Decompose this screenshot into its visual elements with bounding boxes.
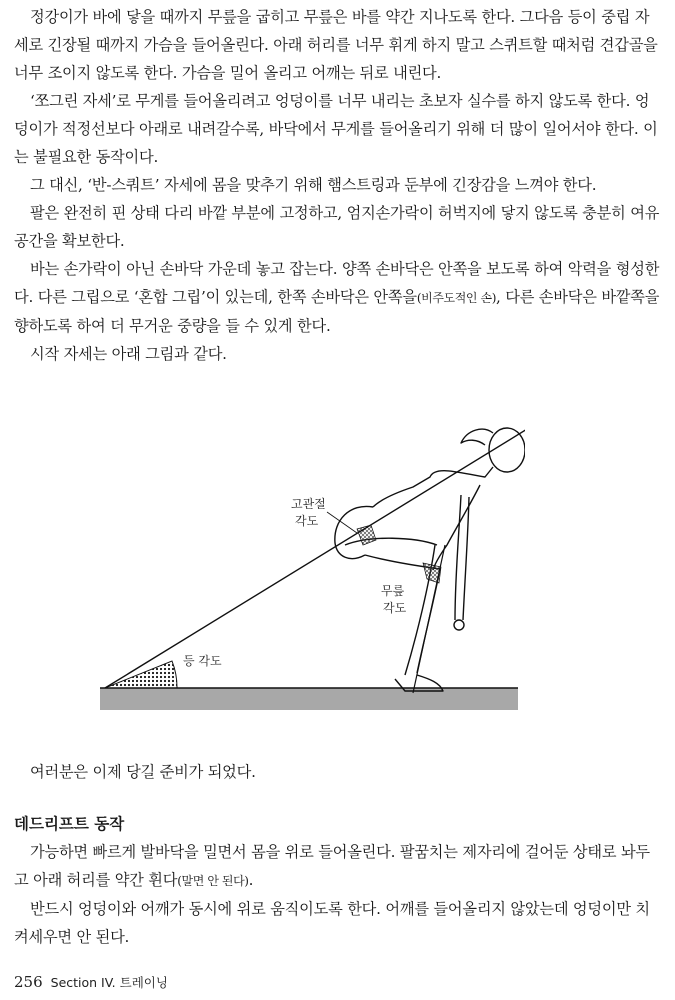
body-text-top	[14, 3, 662, 368]
paragraph: ‘쪼그린 자세’로 무게를 들어올리려고 엉덩이를 너무 내리는 초보자 실수를 하지 않도록 한다. 엉덩이가 적정선보다 아래로 내려갈수록, 바닥에서 무게를 들어올리기 위해 더 많이 일어서야 한다. 이는 불필요한 동작이다.	[14, 92, 658, 166]
back-angle-sector	[105, 661, 177, 688]
paragraph: 그 대신, ‘반-스쿼트’ 자세에 몸을 맞추기 위해 햄스트링과 둔부에 긴장감을 느껴야 한다.	[30, 176, 597, 194]
paragraph-text: 가능하면 빠르게 발바닥을 밀면서 몸을 위로 들어올린다. 팔꿈치는 제자리에 걸어둔 상태로 놔두고 아래 허리를 약간 휜다	[14, 843, 650, 889]
paragraph-text: .	[248, 871, 254, 889]
paragraph: 정강이가 바에 닿을 때까지 무릎을 굽히고 무릎은 바를 약간 지나도록 한다. 그다음 등이 중립 자세로 긴장될 때까지 가슴을 들어올린다. 아래 허리를 너무 휘게 하지 말고 스퀴트할 때처럼 견갑골을 너무 조이지 않도록 한다. 가슴을 밀어 올리고 어깨는 뒤로 내린다.	[14, 8, 658, 82]
page-number: 256	[14, 973, 43, 991]
body-text-after-figure	[14, 758, 662, 786]
lifter-figure	[335, 428, 525, 691]
paragraph	[14, 838, 662, 895]
knee-angle-label-line1: 무릎	[381, 584, 405, 598]
floor	[100, 688, 518, 710]
page-footer	[14, 973, 168, 991]
paragraph: 반드시 엉덩이와 어깨가 동시에 위로 움직이도록 한다. 어깨를 들어올리지 않았는데 엉덩이만 치켜세우면 안 된다.	[14, 900, 650, 946]
section-label: Section IV. 트레이닝	[50, 975, 168, 990]
deadlift-illustration	[95, 395, 525, 725]
knee-angle-label-line2: 각도	[383, 601, 407, 615]
section-heading: 데드리프트 동작	[14, 815, 125, 833]
paragraph: 팔은 완전히 핀 상태 다리 바깥 부분에 고정하고, 엄지손가락이 허벅지에 닿지 않도록 충분히 여유 공간을 확보한다.	[14, 204, 660, 250]
paragraph	[14, 255, 662, 340]
hip-angle-label-line1: 고관절	[291, 497, 326, 511]
hip-pointer	[327, 512, 357, 533]
paragraph: 시작 자세는 아래 그림과 같다.	[30, 345, 227, 363]
paragraph-text: , 다른 손바닥은 바깥쪽을 향하도록 하여 더 무거운 중량을 들 수 있게 한다.	[14, 288, 660, 335]
paragraph-note: (말면 안 된다)	[177, 874, 249, 888]
back-angle-line	[105, 415, 525, 688]
paragraph-text: 바는 손가락이 아닌 손바닥 가운데 놓고 잡는다. 양쪽 손바닥은 안쪽을 보도록 하여 악력을 형성한다. 다른 그립으로 ‘혼합 그립’이 있는데, 한쪽 손바닥은 안쪽을	[14, 260, 660, 306]
paragraph-note: (비주도적인 손)	[416, 291, 496, 305]
back-angle-label: 등 각도	[183, 654, 222, 668]
knee-angle-mark	[423, 563, 441, 583]
deadlift-start-position-figure	[95, 395, 525, 725]
body-text-section	[14, 838, 662, 951]
paragraph: 여러분은 이제 당길 준비가 되었다.	[30, 763, 256, 781]
hip-angle-label-line2: 각도	[295, 514, 319, 528]
